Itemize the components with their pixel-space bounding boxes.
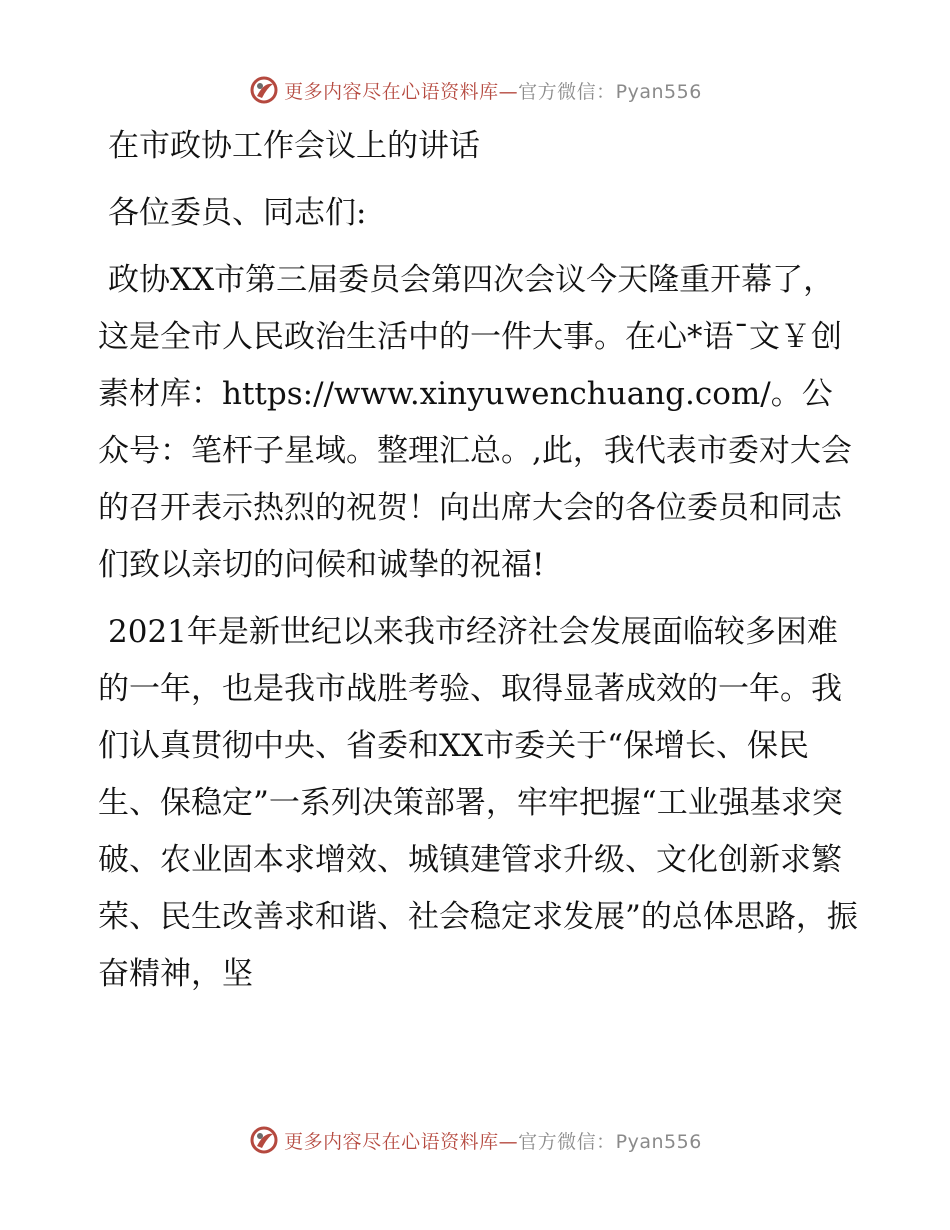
- document-greeting: 各位委员、同志们:: [108, 195, 367, 231]
- banner-wechat-text: 官方微信：Pyan556: [518, 1130, 702, 1153]
- banner-text: [284, 1127, 702, 1154]
- document-body: [98, 118, 858, 1003]
- footer-banner: [0, 1120, 950, 1160]
- banner-text: [284, 77, 702, 104]
- banner-left-text: 更多内容尽在心语资料库—: [284, 1130, 519, 1153]
- document-title: 在市政协工作会议上的讲话: [108, 128, 480, 164]
- rose-pen-logo-icon: [248, 1124, 280, 1156]
- rose-pen-logo-icon: [248, 74, 280, 106]
- banner-left-text: 更多内容尽在心语资料库—: [284, 80, 519, 103]
- header-banner: [0, 70, 950, 110]
- paragraph-2: 2021年是新世纪以来我市经济社会发展面临较多困难的一年，也是我市战胜考验、取得显著成效的一年。我们认真贯彻中央、省委和XX市委关于“保增长、保民生、保稳定”一系列决策部署，牢牢把握“工业强基求突破、农业固本求增效、城镇建管求升级、文化创新求繁荣、民生改善求和谐、社会稳定求发展”的总体思路，振奋精神，坚: [98, 614, 858, 992]
- banner-wechat-text: 官方微信：Pyan556: [518, 80, 702, 103]
- paragraph-1: 政协XX市第三届委员会第四次会议今天隆重开幕了，这是全市人民政治生活中的一件大事。在心*语¯文￥创素材库：https://www.xinyuwenchuang.com/。公众号：笔杆子星域。整理汇总。,此，我代表市委对大会的召开表示热烈的祝贺！向出席大会的各位委员和同志们致以亲切的问候和诚挚的祝福!: [98, 262, 852, 583]
